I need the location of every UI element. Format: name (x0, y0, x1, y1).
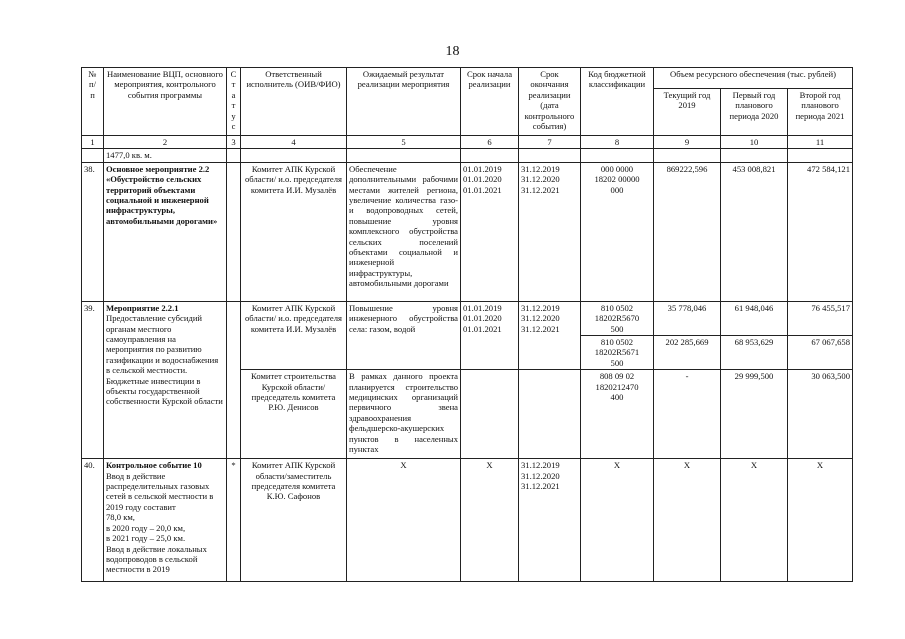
row-amount-2019: X (654, 459, 721, 582)
row-name (104, 162, 227, 301)
col-number: 10 (721, 136, 788, 149)
col-number: 1 (82, 136, 104, 149)
row-result: В рамках данного проекта планируется строительство медицинских организаций первичного звена здравоохранения фельдшерско-акушерских пунктов в населенных пунктах (347, 370, 461, 459)
header-row (82, 68, 853, 89)
row-number: 39. (82, 301, 104, 458)
row-amount-2020: 61 948,046 (721, 301, 788, 335)
row-amount-2021: 76 455,517 (788, 301, 853, 335)
row-status: * (227, 459, 241, 582)
row-title: Мероприятие 2.2.1 (106, 302, 179, 313)
col-number: 7 (519, 136, 581, 149)
row-executor: Комитет АПК Курской области/ и.о. председателя комитета И.И. Музалёв (241, 162, 347, 301)
row-start-dates: 01.01.2019 01.01.2020 01.01.2021 (461, 162, 519, 301)
row-end-dates: 31.12.2019 31.12.2020 31.12.2021 (519, 301, 581, 369)
column-numbers-row (82, 136, 853, 149)
row-budget-code: 810 0502 18202R5671 500 (581, 336, 654, 370)
resource-table (81, 67, 853, 582)
row-budget-code: 808 09 02 1820212470 400 (581, 370, 654, 459)
header-end: Срок окончания реализации (дата контрольного события) (519, 68, 581, 136)
row-amount-2019: 35 778,046 (654, 301, 721, 335)
col-number: 11 (788, 136, 853, 149)
row-executor: Комитет АПК Курской области/ и.о. председателя комитета И.И. Музалёв (241, 301, 347, 369)
table-row-40 (82, 459, 853, 582)
row-title: Основное мероприятие 2.2 (106, 163, 210, 174)
row-amount-2021: 472 584,121 (788, 162, 853, 301)
header-executor: Ответственный исполнитель (ОИВ/ФИО) (241, 68, 347, 136)
row-result: Повышение уровня инженерного обустройства села: газом, водой (347, 301, 461, 369)
header-num: № п/ п (82, 68, 104, 136)
row-amount-2020: 453 008,821 (721, 162, 788, 301)
carry-text: 1477,0 кв. м. (104, 149, 227, 162)
row-amount-2019: 869222,596 (654, 162, 721, 301)
row-budget-code: 810 0502 18202R5670 500 (581, 301, 654, 335)
table-row-38 (82, 162, 853, 301)
row-start-dates: X (461, 459, 519, 582)
header-result: Ожидаемый результат реализации мероприятия (347, 68, 461, 136)
col-number: 2 (104, 136, 227, 149)
row-amount-2021: X (788, 459, 853, 582)
row-name (104, 459, 227, 582)
row-start-dates: 01.01.2019 01.01.2020 01.01.2021 (461, 301, 519, 369)
header-code: Код бюджетной классификации (581, 68, 654, 136)
row-number: 40. (82, 459, 104, 582)
header-status: С т а т у с (227, 68, 241, 136)
carry-row (82, 149, 853, 162)
col-number: 8 (581, 136, 654, 149)
row-description: Предоставление субсидий органам местного самоуправления на мероприятия по развитию газификации и водоснабжения в сельской местности. Бюджетные инвестиции в объекты государственной собственности Курской области (106, 313, 223, 407)
col-number: 9 (654, 136, 721, 149)
row-amount-2019: 202 285,669 (654, 336, 721, 370)
row-executor: Комитет АПК Курской области/заместитель председателя комитета К.Ю. Сафонов (241, 459, 347, 582)
row-name (104, 301, 227, 458)
row-amount-2019: - (654, 370, 721, 459)
header-year-2020: Первый год планового периода 2020 (721, 89, 788, 136)
row-end-dates: 31.12.2019 31.12.2020 31.12.2021 (519, 459, 581, 582)
page-number: 18 (445, 44, 460, 59)
row-result: X (347, 459, 461, 582)
row-subtitle: «Обустройство сельских территорий объектами социальной и инженерной инфраструктуры, автомобильными дорогами» (106, 174, 218, 226)
row-budget-code: X (581, 459, 654, 582)
col-number: 3 (227, 136, 241, 149)
row-amount-2021: 67 067,658 (788, 336, 853, 370)
row-amount-2020: 68 953,629 (721, 336, 788, 370)
row-amount-2020: 29 999,500 (721, 370, 788, 459)
row-amount-2020: X (721, 459, 788, 582)
col-number: 6 (461, 136, 519, 149)
row-end-dates: 31.12.2019 31.12.2020 31.12.2021 (519, 162, 581, 301)
row-title: Контрольное событие 10 (106, 460, 202, 471)
row-executor: Комитет строительства Курской области/ председатель комитета Р.Ю. Денисов (241, 370, 347, 459)
header-resource: Объем ресурсного обеспечения (тыс. рублей) (654, 68, 853, 89)
header-start: Срок начала реализации (461, 68, 519, 136)
row-budget-code: 000 0000 18202 00000 000 (581, 162, 654, 301)
header-year-2019: Текущий год 2019 (654, 89, 721, 136)
col-number: 4 (241, 136, 347, 149)
table-row-39 (82, 301, 853, 335)
row-number: 38. (82, 162, 104, 301)
row-result: Обеспечение дополнительными рабочими местами жителей региона, увеличение количества газо- и водопроводных сетей, повышение уровня комплексного обустройства сельских поселений объектами социальной и инженерной инфраструктуры, автомобильными дорогами (347, 162, 461, 301)
header-year-2021: Второй год планового периода 2021 (788, 89, 853, 136)
row-amount-2021: 30 063,500 (788, 370, 853, 459)
col-number: 5 (347, 136, 461, 149)
row-description: Ввод в действие распределительных газовых сетей в сельской местности в 2019 году составит 78,0 км, в 2020 году – 20,0 км, в 2021 году – 25,0 км. Ввод в действие локальных водопроводов в сельской местности в 2019 (106, 470, 214, 575)
header-name: Наименование ВЦП, основного мероприятия, контрольного события программы (104, 68, 227, 136)
